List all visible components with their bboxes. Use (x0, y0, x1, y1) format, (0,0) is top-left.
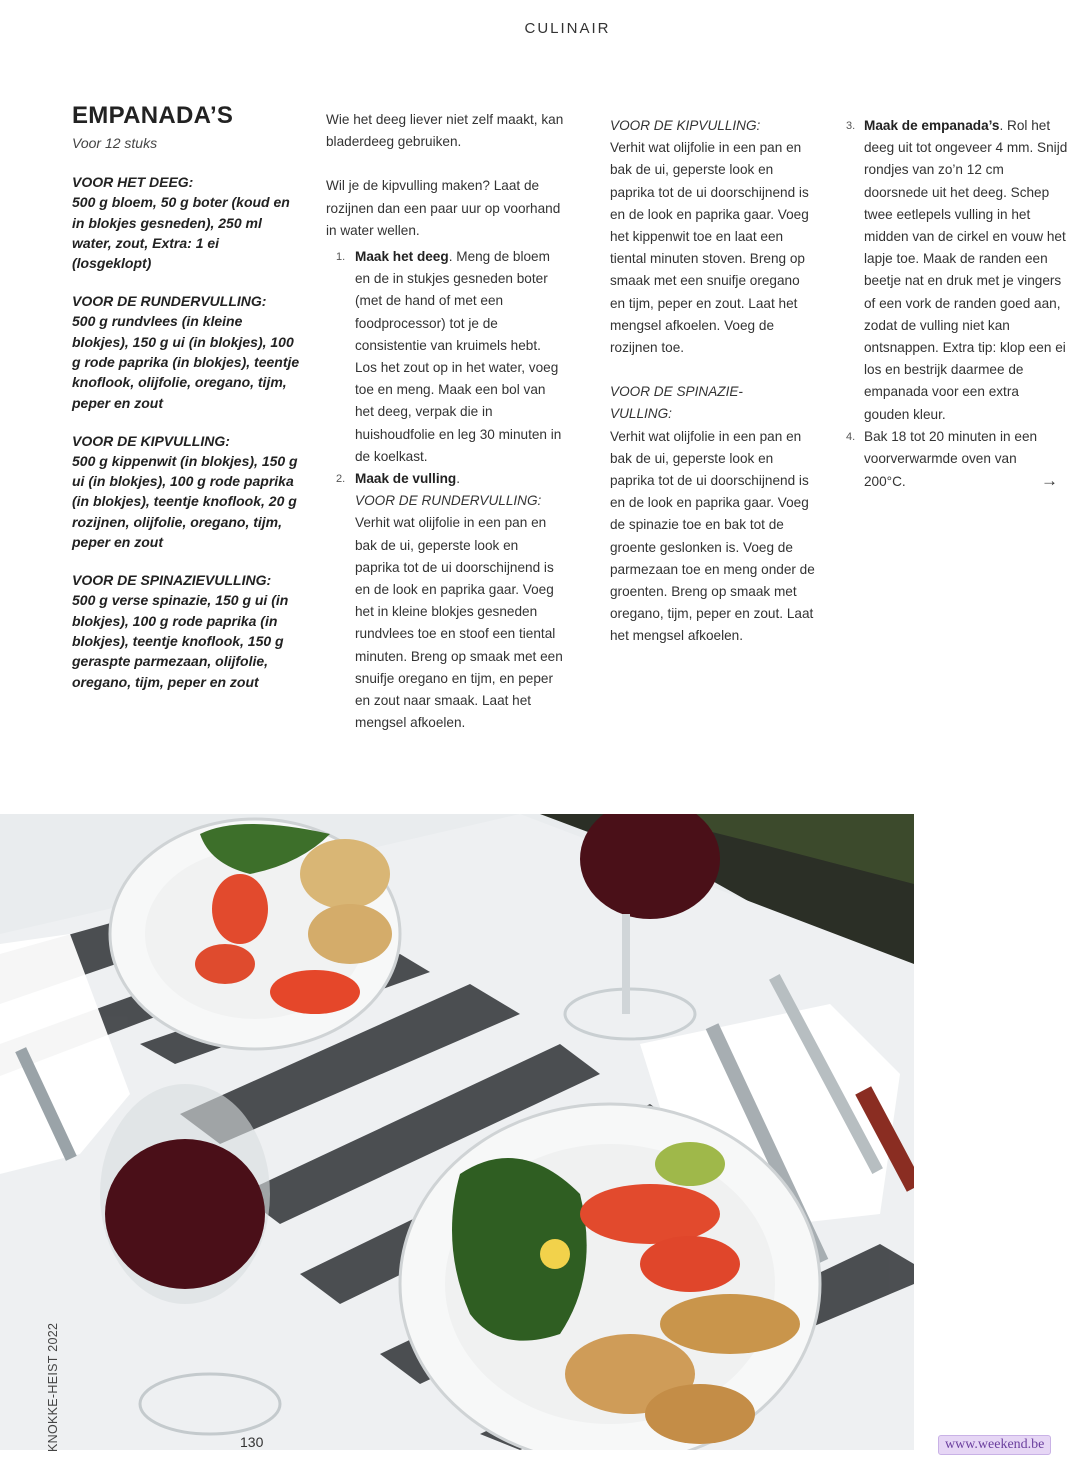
filling-heading-spinach: VOOR DE SPINAZIE-VULLING: (610, 384, 743, 422)
filling-heading-beef: VOOR DE RUNDERVULLING: (355, 493, 542, 509)
ingredient-list-beef: 500 g rundvlees (in kleine blokjes), 150 g ui (in blokjes), 100 g rode paprika (in blokjes), teentje knoflook, olijfolie, oregano, tijm, peper en zout (72, 313, 300, 411)
step-number: 3. (846, 120, 856, 132)
step-text: . Meng de bloem en de in stukjes gesneden boter (met de hand of met een foodprocessor) tot je de consistentie van kruimels hebt. Los het zout op in het water, voeg toe en meng. Maak een bol van het deeg, verpak die in huishoudfolie en leg 30 minuten in de koelkast. (355, 249, 562, 464)
ingredient-list-dough: 500 g bloem, 50 g boter (koud en in blokjes gesneden), 250 ml water, zout, Extra: 1 ei (losgeklopt) (72, 194, 290, 272)
step-text-end: 200°C. (864, 474, 906, 490)
step-text: Bak 18 tot 20 minuten in een voorverwarmde oven van (864, 428, 1038, 467)
step-text: . (456, 471, 461, 487)
filling-text-chicken: Verhit wat olijfolie in een pan en bak de ui, geperste look en paprika tot de ui doorschijnend is en de look en paprika gaar. Voeg het kippenwit toe en laat een tiental minuten stoven. Breng op smaak met een snuifje oregano en tijm, peper en zout. Laat het mengsel afkoelen. Voeg de rozijnen toe. (610, 140, 809, 356)
step-title: Maak de vulling (355, 471, 457, 487)
step-3 (846, 115, 1068, 426)
recipe-title: EMPANADA’S (72, 102, 234, 129)
step-title: Maak de empanada’s (864, 118, 1000, 133)
step-number: 1. (336, 251, 346, 264)
ingredient-list-spinach: 500 g verse spinazie, 150 g ui (in blokjes), 100 g rode paprika (in blokjes), teentje knoflook, 150 g geraspte parmezaan, olijfolie, oregano, tijm, peper en zout (72, 592, 289, 690)
section-header: CULINAIR (524, 20, 611, 37)
step-2 (326, 468, 566, 734)
issue-label: KNOKKE-HEIST 2022 (46, 1322, 60, 1452)
step-text: . Rol het deeg uit tot ongeveer 4 mm. Snijd rondjes van zo’n 12 cm doorsnede uit het deeg. Schep twee eetlepels vulling in het midden van de cirkel en vouw het lapje toe. Maak de randen een beetje nat en druk met je vingers of een vork de randen goed aan, zodat de vulling niet kan ontsnappen. Extra tip: klop een ei los en bestrijk daarmee de empanada voor een extra gouden kleur. (864, 118, 1068, 422)
step-4 (846, 426, 1068, 494)
ingredient-heading-spinach: VOOR DE SPINAZIEVULLING: (72, 572, 272, 589)
filling-heading-chicken: VOOR DE KIPVULLING: (610, 118, 761, 133)
filling-text-beef: Verhit wat olijfolie in een pan en bak de ui, geperste look en paprika tot de ui doorschijnend is en de look en paprika gaar. Voeg het in kleine blokjes gesneden rundvlees toe en stoof een tiental minuten. Breng op smaak met een snuifje oregano en tijm, en peper en zout naar smaak. Laat het mengsel afkoelen. (355, 515, 563, 731)
recipe-servings: Voor 12 stuks (72, 135, 158, 151)
watermark-link[interactable]: www.weekend.be (938, 1435, 1051, 1455)
filling-text-spinach: Verhit wat olijfolie in een pan en bak de ui, geperste look en paprika tot de ui doorschijnend is en de look en paprika gaar. Voeg de spinazie toe en bak tot de groente geslonken is. Voeg de parmezaan toe en meng onder de groenten. Breng op smaak met oregano, tijm, peper en zout. Laat het mengsel afkoelen. (610, 428, 815, 644)
ingredient-heading-dough: VOOR HET DEEG: (72, 174, 194, 191)
intro-paragraph-2: Wil je de kipvulling maken? Laat de rozijnen dan een paar uur op voorhand in water wellen. (326, 178, 561, 238)
step-number: 4. (846, 430, 856, 443)
method-column-2 (610, 115, 815, 648)
intro-paragraph-1: Wie het deeg liever niet zelf maakt, kan bladerdeeg gebruiken. (326, 112, 564, 150)
food-photo (0, 814, 914, 1450)
step-number: 2. (336, 473, 346, 486)
step-title: Maak het deeg (355, 249, 449, 265)
ingredient-heading-chicken: VOOR DE KIPVULLING: (72, 432, 230, 449)
page-number: 130 (240, 1434, 264, 1450)
continue-arrow-icon: → (1041, 471, 1058, 491)
ingredient-list-chicken: 500 g kippenwit (in blokjes), 150 g ui (in blokjes), 100 g rode paprika (in blokjes), teentje knoflook, 20 g rozijnen, olijfolie, oregano, tijm, peper en zout (72, 452, 298, 551)
method-column-3 (846, 115, 1068, 493)
method-column-1 (326, 109, 566, 734)
ingredients-column (72, 100, 302, 692)
step-1 (326, 246, 566, 468)
ingredient-heading-beef: VOOR DE RUNDERVULLING: (72, 293, 267, 310)
